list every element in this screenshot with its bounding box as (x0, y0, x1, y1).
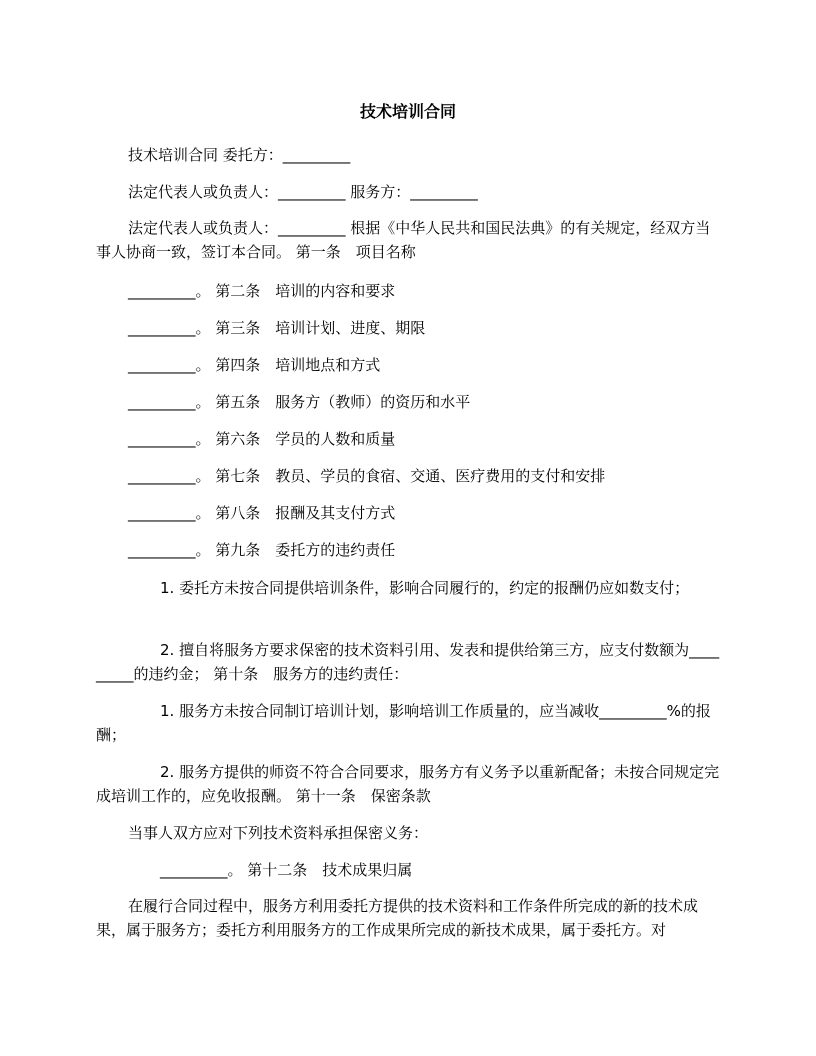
clause-4: _________。 第四条 培训地点和方式 (128, 356, 381, 374)
clause-12-text: 在履行合同过程中，服务方利用委托方提供的技术资料和工作条件所完成的新的技术成果，属于服务方；委托方利用服务方的工作成果所完成的新技术成果，属于委托方。对 (96, 897, 699, 939)
clause-9-item-2: 2. 擅自将服务方要求保密的技术资料引用、发表和提供给第三方，应支付数额为_________的违约金； 第十条 服务方的违约责任： (96, 641, 720, 683)
clause-9-item-1: 1. 委托方未按合同提供培训条件，影响合同履行的，约定的报酬仍应如数支付； (160, 579, 690, 597)
clause-11-text: 当事人双方应对下列技术资料承担保密义务： (128, 824, 429, 842)
clause-9: _________。 第九条 委托方的违约责任 (128, 541, 396, 559)
clause-2: _________。 第二条 培训的内容和要求 (128, 282, 396, 300)
clause-5: _________。 第五条 服务方（教师）的资历和水平 (128, 393, 471, 411)
paragraph-legal-basis: 法定代表人或负责人：_________ 根据《中华人民共和国民法典》的有关规定，经双方当事人协商一致，签订本合同。 第一条 项目名称 (96, 219, 711, 261)
paragraph-client: 技术培训合同 委托方：_________ (128, 146, 351, 164)
clause-7: _________。 第七条 教员、学员的食宿、交通、医疗费用的支付和安排 (128, 467, 606, 485)
paragraph-representative-service: 法定代表人或负责人：_________ 服务方：_________ (128, 183, 478, 201)
clause-12: _________。 第十二条 技术成果归属 (160, 861, 413, 879)
clause-10-item-2: 2. 服务方提供的师资不符合合同要求，服务方有义务予以重新配备；未按合同规定完成培训工作的，应免收报酬。 第十一条 保密条款 (96, 763, 720, 805)
clause-8: _________。 第八条 报酬及其支付方式 (128, 504, 396, 522)
clause-6: _________。 第六条 学员的人数和质量 (128, 430, 396, 448)
clause-10-item-1: 1. 服务方未按合同制订培训计划，影响培训工作质量的，应当减收_________%的报酬； (96, 702, 711, 744)
clause-3: _________。 第三条 培训计划、进度、期限 (128, 319, 426, 337)
document-title: 技术培训合同 (359, 102, 456, 121)
